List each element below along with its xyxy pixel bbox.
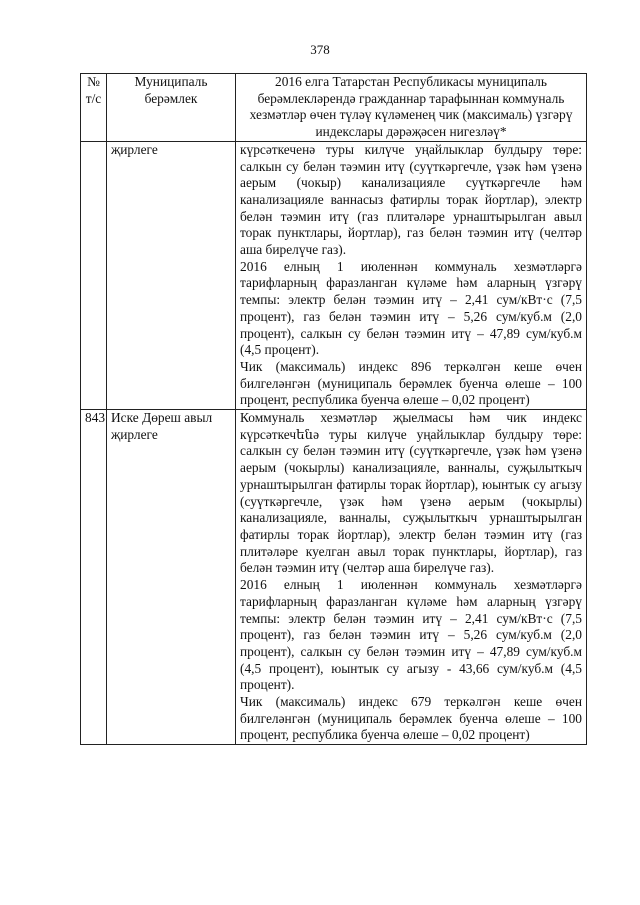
row-municipality: җирлеге: [107, 141, 236, 409]
header-num: № т/с: [81, 74, 107, 142]
header-municipality: Муниципаль берәмлек: [107, 74, 236, 142]
row-num: [81, 141, 107, 409]
paragraph: Коммуналь хезмәтләр җыелмасы һәм чик индекс күрсәткечենә туры килүче уңайлыклар булдыру төре: салкын су белән тәэмин итү (суүткәргечле, үзәк һәм үзенә аерым (чокырлы) канализацияле, ванналы, суҗылыткыч урнаштырылган фатирлы торак йортлар), юынтык су агызу (суүткәргечле, үзәк һәм үзенә аерым (чокырлы) канализацияле, ванналы, суҗылыткыч урнаштырылган фатирлы торак йортлар), электр белән тәэмин итү (газ плитәләре куелган авыл торак пунктлары, йортлар), газ белән тәэмин итү (челтәр аша бирелүче газ).: [240, 410, 582, 576]
table-header-row: [81, 74, 587, 142]
paragraph: Чик (максималь) индекс 679 теркәлгән кеше өчен билгеләнгән (муниципаль берәмлек буенча өлеше – 100 процент, республика буенча өлеше – 0,02 процент): [240, 694, 582, 743]
row-num: 843: [81, 410, 107, 745]
row-municipality: Иске Дөреш авыл җирлеге: [107, 410, 236, 745]
paragraph: 2016 елның 1 июленнән коммуналь хезмәтләргә тарифларның фаразланган күләме һәм аларның үзгәрү темпы: электр белән тәэмин итү – 2,41 сум/кВт·с (7,5 процент), газ белән тәэмин итү – 5,26 сум/куб.м (2,0 процент), салкын су белән тәэмин итү – 47,89 сум/куб.м (4,5 процент).: [240, 258, 582, 358]
row-description: [236, 141, 587, 409]
row-description: [236, 410, 587, 745]
paragraph: 2016 елның 1 июленнән коммуналь хезмәтләргә тарифларның фаразланган күләме һәм аларның үзгәрү темпы: электр белән тәэмин итү – 2,41 сум/кВт·с (7,5 процент), газ белән тәэмин итү – 5,26 сум/куб.м (2,0 процент), салкын су белән тәэмин итү – 47,89 сум/куб.м (4,5 процент), юынтык су агызу - 43,66 сум/куб.м (4,5 процент).: [240, 577, 582, 693]
data-table: [80, 73, 587, 745]
table-row: [81, 141, 587, 409]
table-row: [81, 410, 587, 745]
paragraph: күрсәткеченә туры килүче уңайлыклар булдыру төре: салкын су белән тәэмин итү (суүткәргечле, үзәк һәм үзенә аерым (чокыр) канализацияле суүткәргечле һәм канализацияле ваннасыз фатирлы торак йортлар), электр белән тәэмин итү (газ плитәләре урнаштырылган авыл торак пунктлары, йортлар), газ белән тәэмин итү (челтәр аша бирелүче газ).: [240, 141, 582, 258]
header-index: 2016 елга Татарстан Республикасы муниципаль берәмлекләрендә гражданнар тарафыннан коммуналь хезмәтләр өчен түләү күләменең чик (максималь) үзгәрү индекслары дәрәҗәсен нигезләү*: [236, 74, 587, 142]
paragraph: Чик (максималь) индекс 896 теркәлгән кеше өчен билгеләнгән (муниципаль берәмлек буенча өлеше – 100 процент, республика буенча өлеше – 0,02 процент): [240, 358, 582, 408]
page-number: 378: [310, 42, 330, 57]
